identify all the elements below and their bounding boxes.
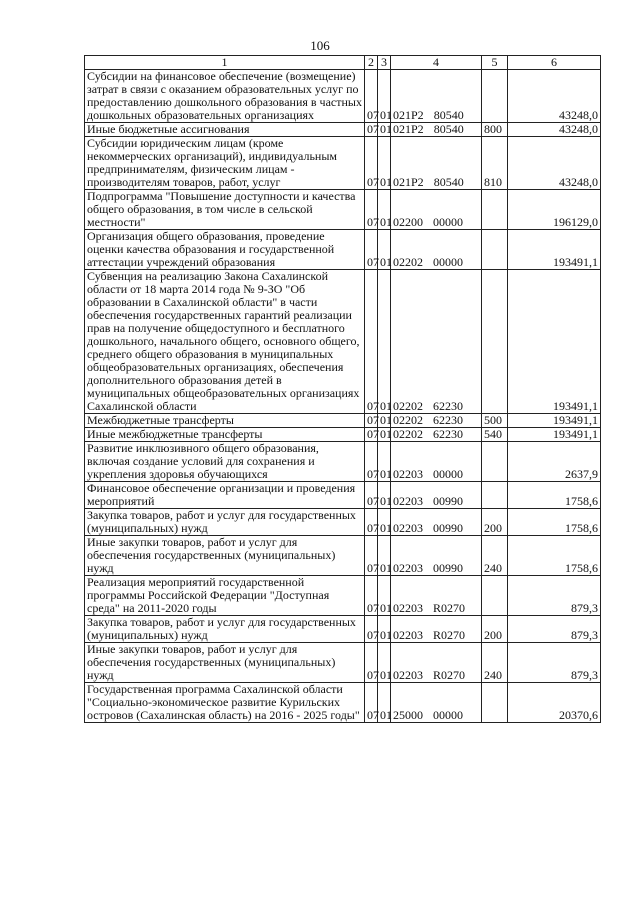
row-target-article — [391, 270, 482, 414]
row-amount: 1758,6 — [508, 536, 601, 576]
target-article-direction: 00990 — [433, 494, 463, 508]
row-name: Закупка товаров, работ и услуг для государственных (муниципальных) нужд — [85, 509, 365, 536]
row-amount: 193491,1 — [508, 414, 601, 428]
target-article-program: 02203 — [393, 467, 423, 481]
row-amount: 879,3 — [508, 643, 601, 683]
row-name: Субвенция на реализацию Закона Сахалинской области от 18 марта 2014 года № 9-ЗО "Об образовании в Сахалинской области" в части обеспечения государственных гарантий реализации прав на получение общедоступного и бесплатного дошкольного, начального общего, основного общего, среднего общего образования в муниципальных общеобразовательных организациях, обеспечения дополнительного образования детей в муниципальных общеобразовательных организациях Сахалинской области — [85, 270, 365, 414]
table-row — [85, 616, 601, 643]
row-section: 07 — [365, 616, 378, 643]
row-expense-type: 810 — [482, 137, 508, 190]
row-expense-type — [482, 190, 508, 230]
target-article-direction: R0270 — [433, 601, 466, 615]
row-target-article — [391, 536, 482, 576]
row-name: Иные закупки товаров, работ и услуг для обеспечения государственных (муниципальных) нужд — [85, 536, 365, 576]
row-subsection: 01 — [378, 270, 391, 414]
row-expense-type: 240 — [482, 536, 508, 576]
table-body — [85, 70, 601, 723]
row-section: 07 — [365, 270, 378, 414]
target-article-direction: 00000 — [433, 255, 463, 269]
target-article-program: 021P2 — [393, 122, 424, 136]
target-article-direction: 80540 — [433, 108, 464, 122]
target-article-direction: 00000 — [433, 708, 463, 722]
row-subsection: 01 — [378, 616, 391, 643]
row-amount: 196129,0 — [508, 190, 601, 230]
target-article-program: 02203 — [393, 601, 423, 615]
target-article-direction: 80540 — [433, 122, 464, 136]
target-article-direction: 62230 — [433, 399, 463, 413]
row-section: 07 — [365, 482, 378, 509]
row-subsection: 01 — [378, 683, 391, 723]
row-subsection: 01 — [378, 643, 391, 683]
target-article-program: 25000 — [393, 708, 423, 722]
row-subsection: 01 — [378, 70, 391, 123]
row-target-article — [391, 643, 482, 683]
table-row — [85, 270, 601, 414]
row-expense-type: 800 — [482, 123, 508, 137]
row-subsection: 01 — [378, 137, 391, 190]
target-article-direction: 80540 — [433, 175, 464, 189]
target-article-program: 02203 — [393, 494, 423, 508]
row-name: Закупка товаров, работ и услуг для государственных (муниципальных) нужд — [85, 616, 365, 643]
target-article-program: 02203 — [393, 628, 423, 642]
row-amount: 43248,0 — [508, 123, 601, 137]
target-article-program: 02202 — [393, 413, 423, 427]
header-col-5: 5 — [482, 56, 508, 70]
table-row — [85, 643, 601, 683]
row-expense-type — [482, 683, 508, 723]
row-name: Иные межбюджетные трансферты — [85, 428, 365, 442]
row-target-article — [391, 70, 482, 123]
table-row — [85, 123, 601, 137]
row-section: 07 — [365, 536, 378, 576]
table-row — [85, 482, 601, 509]
row-expense-type: 200 — [482, 616, 508, 643]
row-name: Государственная программа Сахалинской области "Социально-экономическое развитие Курильских островов (Сахалинская область) на 2016 - 2025 годы" — [85, 683, 365, 723]
row-name: Развитие инклюзивного общего образования, включая создание условий для сохранения и укрепления здоровья обучающихся — [85, 442, 365, 482]
row-target-article — [391, 190, 482, 230]
row-subsection: 01 — [378, 536, 391, 576]
header-col-4: 4 — [391, 56, 482, 70]
row-section: 07 — [365, 576, 378, 616]
row-subsection: 01 — [378, 123, 391, 137]
row-section: 07 — [365, 643, 378, 683]
table-row — [85, 442, 601, 482]
row-subsection: 01 — [378, 414, 391, 428]
target-article-direction: 62230 — [433, 413, 463, 427]
row-subsection: 01 — [378, 190, 391, 230]
row-subsection: 01 — [378, 442, 391, 482]
row-target-article — [391, 428, 482, 442]
row-target-article — [391, 123, 482, 137]
row-expense-type — [482, 270, 508, 414]
row-amount: 193491,1 — [508, 428, 601, 442]
table-row — [85, 576, 601, 616]
row-amount: 1758,6 — [508, 482, 601, 509]
row-subsection: 01 — [378, 230, 391, 270]
row-target-article — [391, 442, 482, 482]
row-amount: 2637,9 — [508, 442, 601, 482]
row-expense-type — [482, 576, 508, 616]
row-target-article — [391, 414, 482, 428]
row-section: 07 — [365, 70, 378, 123]
row-amount: 43248,0 — [508, 137, 601, 190]
row-expense-type: 200 — [482, 509, 508, 536]
row-target-article — [391, 683, 482, 723]
target-article-direction: R0270 — [433, 668, 466, 682]
target-article-program: 021P2 — [393, 108, 424, 122]
row-subsection: 01 — [378, 576, 391, 616]
row-name: Межбюджетные трансферты — [85, 414, 365, 428]
row-section: 07 — [365, 230, 378, 270]
row-amount: 879,3 — [508, 576, 601, 616]
table-row — [85, 509, 601, 536]
row-section: 07 — [365, 509, 378, 536]
header-col-3: 3 — [378, 56, 391, 70]
row-name: Организация общего образования, проведение оценки качества образования и государственной аттестации учреждений образования — [85, 230, 365, 270]
row-subsection: 01 — [378, 482, 391, 509]
row-expense-type — [482, 230, 508, 270]
target-article-program: 02203 — [393, 668, 423, 682]
target-article-direction: 00990 — [433, 521, 463, 535]
row-target-article — [391, 137, 482, 190]
target-article-direction: R0270 — [433, 628, 466, 642]
row-amount: 879,3 — [508, 616, 601, 643]
row-name: Иные закупки товаров, работ и услуг для обеспечения государственных (муниципальных) нужд — [85, 643, 365, 683]
target-article-program: 02202 — [393, 399, 423, 413]
row-expense-type — [482, 70, 508, 123]
table-row — [85, 70, 601, 123]
row-section: 07 — [365, 683, 378, 723]
row-amount: 193491,1 — [508, 270, 601, 414]
target-article-direction: 00000 — [433, 467, 463, 481]
row-section: 07 — [365, 414, 378, 428]
row-target-article — [391, 576, 482, 616]
row-amount: 20370,6 — [508, 683, 601, 723]
header-col-6: 6 — [508, 56, 601, 70]
table-row — [85, 428, 601, 442]
target-article-program: 02202 — [393, 255, 423, 269]
row-section: 07 — [365, 190, 378, 230]
row-name: Финансовое обеспечение организации и проведения мероприятий — [85, 482, 365, 509]
row-section: 07 — [365, 137, 378, 190]
table-row — [85, 414, 601, 428]
table-row — [85, 137, 601, 190]
target-article-program: 02202 — [393, 427, 423, 441]
row-name: Реализация мероприятий государственной программы Российской Федерации "Доступная среда" на 2011-2020 годы — [85, 576, 365, 616]
row-expense-type — [482, 442, 508, 482]
target-article-direction: 00000 — [433, 215, 463, 229]
row-target-article — [391, 509, 482, 536]
row-name: Подпрограмма "Повышение доступности и качества общего образования, в том числе в сельской местности" — [85, 190, 365, 230]
table-row — [85, 536, 601, 576]
row-subsection: 01 — [378, 509, 391, 536]
page-number: 106 — [310, 38, 330, 53]
row-target-article — [391, 616, 482, 643]
table-row — [85, 230, 601, 270]
table-header-row — [85, 56, 601, 70]
target-article-program: 02203 — [393, 561, 423, 575]
table-row — [85, 190, 601, 230]
table-row — [85, 683, 601, 723]
header-col-2: 2 — [365, 56, 378, 70]
target-article-program: 02200 — [393, 215, 423, 229]
row-amount: 193491,1 — [508, 230, 601, 270]
row-section: 07 — [365, 442, 378, 482]
row-target-article — [391, 482, 482, 509]
target-article-direction: 62230 — [433, 427, 463, 441]
row-amount: 43248,0 — [508, 70, 601, 123]
row-expense-type — [482, 482, 508, 509]
header-col-1: 1 — [85, 56, 365, 70]
row-name: Субсидии на финансовое обеспечение (возмещение) затрат в связи с оказанием образовательных услуг по предоставлению дошкольного образования в частных дошкольных образовательных организациях — [85, 70, 365, 123]
row-subsection: 01 — [378, 428, 391, 442]
row-section: 07 — [365, 123, 378, 137]
target-article-program: 02203 — [393, 521, 423, 535]
row-expense-type: 540 — [482, 428, 508, 442]
row-name: Иные бюджетные ассигнования — [85, 123, 365, 137]
row-amount: 1758,6 — [508, 509, 601, 536]
target-article-program: 021P2 — [393, 175, 424, 189]
row-expense-type: 500 — [482, 414, 508, 428]
budget-table — [84, 55, 601, 723]
target-article-direction: 00990 — [433, 561, 463, 575]
row-target-article — [391, 230, 482, 270]
row-name: Субсидии юридическим лицам (кроме некоммерческих организаций), индивидуальным предпринимателям, физическим лицам - производителям товаров, работ, услуг — [85, 137, 365, 190]
row-expense-type: 240 — [482, 643, 508, 683]
row-section: 07 — [365, 428, 378, 442]
